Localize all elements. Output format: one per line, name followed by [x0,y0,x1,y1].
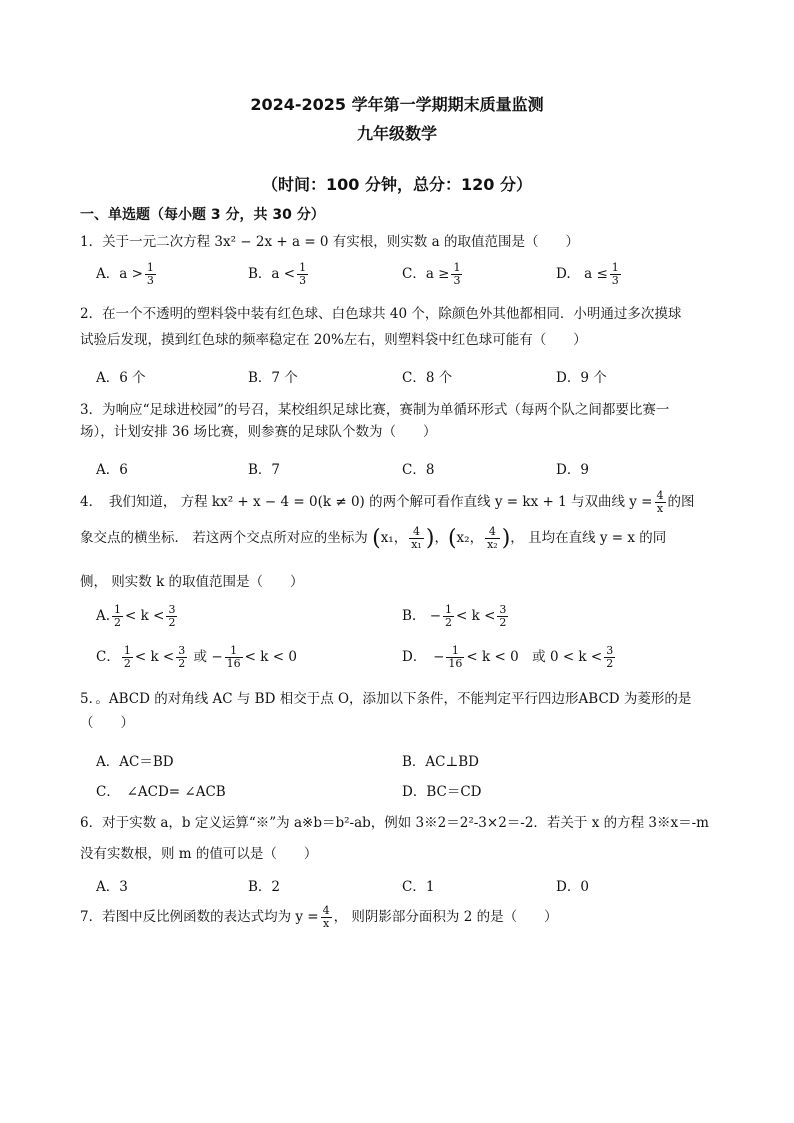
question-5-line-1: 5．。ABCD 的对角线 AC 与 BD 相交于点 O，添加以下条件，不能判定平行四边形ABCD 为菱形的是 [80,691,692,707]
question-6-line-2: 没有实数根，则 m 的值可以是（ ） [80,846,318,862]
q1-option-c: C．a ≥ $\frac{1}{3}$ [402,261,461,287]
q6-option-b: B．2 [248,879,281,895]
question-4-line-3: 侧， 则实数 k 的取值范围是（ ） [80,574,304,590]
q3-option-d: D．9 [556,462,589,478]
paper-subtitle: 九年级数学 [356,124,437,143]
question-1-stem: 1．关于一元二次方程 3x² − 2x + a = 0 有实根，则实数 a 的取值范围是（ ） [80,234,579,250]
question-3-line-1: 3．为响应“足球进校园”的号召，某校组织足球比赛，赛制为单循环形式（每两个队之间都要比赛一 [80,402,670,418]
q3-option-a: A．6 [96,462,128,478]
question-4-line-2: 象交点的横坐标． 若这两个交点所对应的坐标为 (x₁， $\frac{4}{\text{x₁}}$ )，(x₂， $\frac{4}{\text{x₂}}$ )， 且均在直线 y = x 的同 [80,525,667,551]
q2-option-c: C．8 个 [402,370,453,386]
q4-option-b: B. − $\frac{1}{2}$ < k < $\frac{3}{2}$ [402,603,507,629]
q3-option-c: C．8 [402,462,435,478]
q5-option-c: C． ∠ACD= ∠ACB [96,784,226,800]
question-7-stem: 7．若图中反比例函数的表达式均为 y = $\frac{4}{x}$ ， 则阴影部分面积为 2 的是（ ） [80,904,558,930]
question-5-line-2: （ ） [80,715,134,731]
q3-option-b: B．7 [248,462,281,478]
question-2-line-1: 2．在一个不透明的塑料袋中装有红色球、白色球共 40 个，除颜色外其他都相同．小明通过多次摸球 [80,306,682,322]
q5-option-a: A．AC＝BD [96,754,174,770]
q2-option-d: D．9 个 [556,370,607,386]
question-2-line-2: 试验后发现，摸到红色球的频率稳定在 20%左右，则塑料袋中红色球可能有（ ） [80,332,587,348]
q4-option-d: D． − $\frac{1}{16}$ < k < 0 或 0 < k < $\frac{3}{2}$ [402,644,614,670]
q2-option-b: B．7 个 [248,370,298,386]
q2-option-a: A．6 个 [96,370,146,386]
question-4-line-1: 4． 我们知道， 方程 kx² + x − 4 = 0(k ≠ 0) 的两个解可看作直线 y = kx + 1 与双曲线 y = $\frac{4}{x}$ 的图 [80,489,695,515]
section-heading: 一、单选题（每小题 3 分，共 30 分） [80,207,325,223]
q6-option-d: D．0 [556,879,589,895]
q1-option-d: D. a ≤ $\frac{1}{3}$ [556,261,619,287]
q5-option-b: B．AC⊥BD [402,754,479,770]
q4-option-c: C． $\frac{1}{2}$ < k < $\frac{3}{2}$ 或 − $\frac{1}{16}$ < k < 0 [96,644,297,670]
q6-option-c: C．1 [402,879,435,895]
q5-option-d: D．BC＝CD [402,784,482,800]
q1-option-a: A．a > $\frac{1}{3}$ [96,261,154,287]
paper-title: 2024-2025 学年第一学期期末质量监测 [250,95,544,114]
question-6-line-1: 6．对于实数 a，b 定义运算“※”为 a※b＝b²-ab，例如 3※2＝2²-3×2＝-2．若关于 x 的方程 3※x＝-m [80,815,709,831]
q4-option-a: A. $\frac{1}{2}$ < k < $\frac{3}{2}$ [96,603,176,629]
q6-option-a: A．3 [96,879,128,895]
question-3-line-2: 场），计划安排 36 场比赛，则参赛的足球队个数为（ ） [80,424,437,440]
q1-option-b: B．a < $\frac{1}{3}$ [248,261,307,287]
time-info: （时间：100 分钟，总分：120 分） [262,175,532,194]
